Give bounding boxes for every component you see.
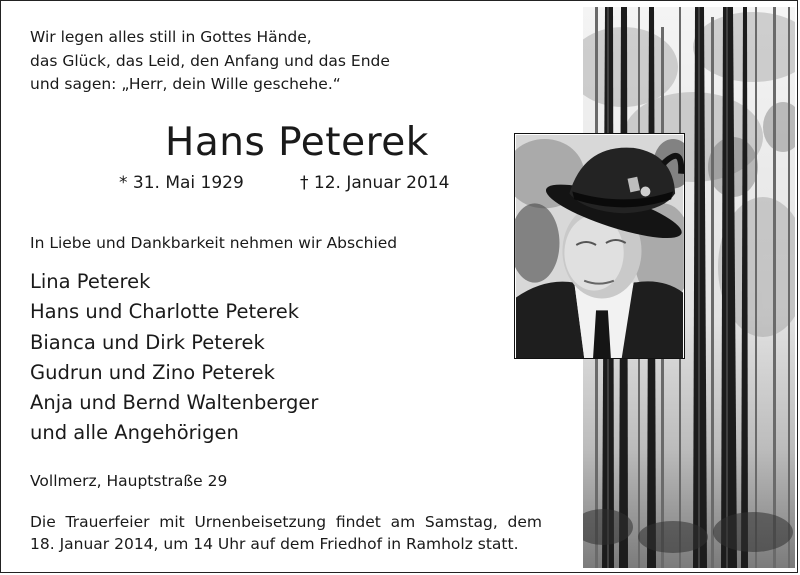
funeral-service-info: [30, 511, 542, 555]
birth-date: * 31. Mai 1929: [119, 173, 244, 193]
service-line: Die Trauerfeier mit Urnenbeisetzung findet am Samstag, dem: [30, 513, 542, 531]
death-date: † 12. Januar 2014: [300, 173, 450, 193]
deceased-name: Hans Peterek: [165, 120, 429, 165]
mourner-name: Gudrun und Zino Peterek: [30, 360, 275, 384]
mourner-name: Anja und Bernd Waltenberger: [30, 391, 319, 415]
verse-line: Wir legen alles still in Gottes Hände,: [30, 28, 312, 46]
service-line: 18. Januar 2014, um 14 Uhr auf dem Friedhof in Ramholz statt.: [30, 535, 519, 553]
mourner-name: Bianca und Dirk Peterek: [30, 330, 265, 354]
mourner-name: Hans und Charlotte Peterek: [30, 300, 299, 324]
mourner-name: und alle Angehörigen: [30, 421, 239, 445]
verse-line: das Glück, das Leid, den Anfang und das Ende: [30, 51, 390, 70]
mourners-list: [30, 267, 318, 449]
deceased-portrait: [514, 133, 685, 359]
family-address: Vollmerz, Hauptstraße 29: [30, 472, 228, 490]
mourner-name: Lina Peterek: [30, 270, 151, 293]
farewell-intro: In Liebe und Dankbarkeit nehmen wir Abschied: [30, 234, 398, 252]
memorial-verse: [30, 26, 390, 97]
verse-line: und sagen: „Herr, dein Wille geschehe.“: [30, 75, 341, 93]
